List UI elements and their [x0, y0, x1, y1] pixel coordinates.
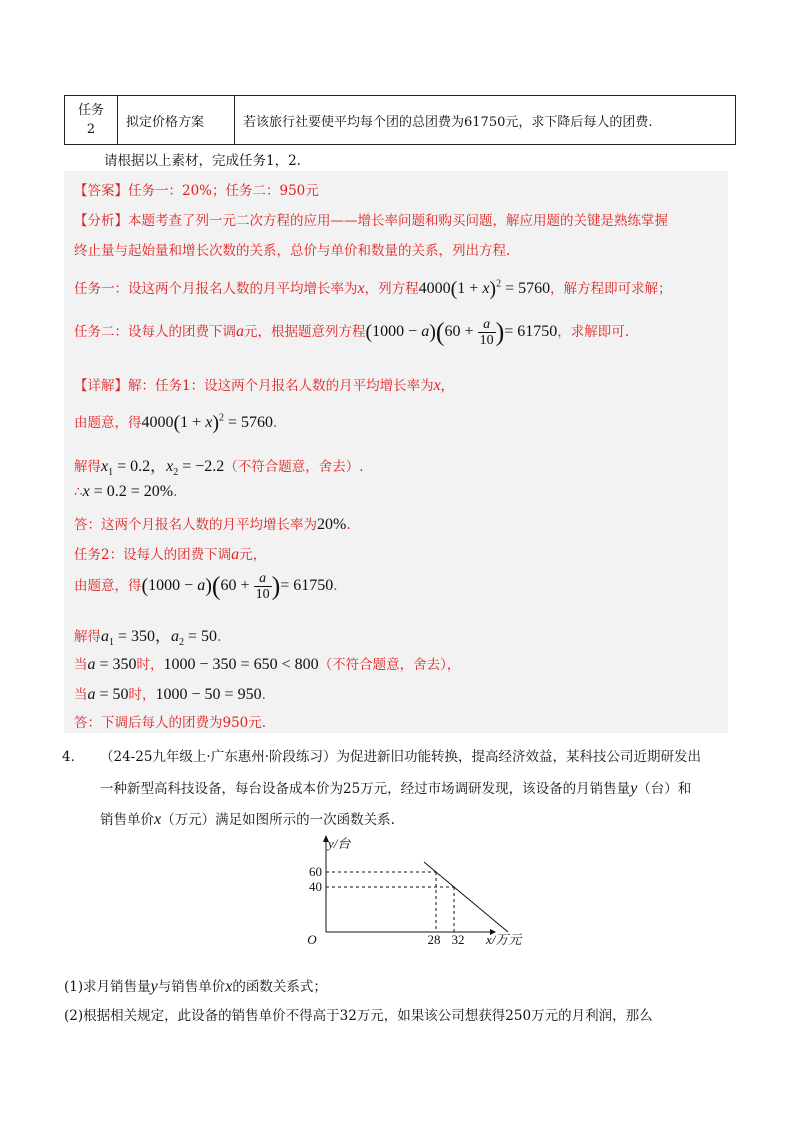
task1-text-c: ，解方程即可求解；: [550, 281, 672, 297]
solve1-note: （不符合题意，舍去）.: [224, 459, 364, 475]
y-tick-label: 40: [309, 879, 322, 894]
when1-note: （不符合题意，舍去），: [318, 657, 461, 673]
task2-line-text: 任务2：设每人的团费下调: [74, 547, 232, 563]
solution-box: [64, 171, 728, 733]
problem-number: 4．: [62, 749, 85, 765]
problem-line-2: 一种新型高科技设备，每台设备成本价为25万元，经过市场调研发现，该设备的月销售量y（台）和: [100, 780, 692, 797]
therefore-symbol: ∴: [74, 484, 83, 500]
task-table: [64, 95, 736, 145]
by-meaning-1: 由题意，得: [74, 415, 142, 431]
solve1-roots: $x_1 = 0.2$，$x_2 = -2.2$: [101, 458, 225, 479]
task-row: [65, 96, 736, 145]
task-label-line2: 2: [86, 122, 96, 137]
task2-unit: 元，: [239, 547, 267, 563]
var-x: x: [357, 280, 365, 297]
solve2-prefix: 解得: [74, 629, 101, 645]
when2-line: 当a = 50时，1000 − 50 = 950.: [74, 686, 266, 703]
analysis-tag: 【分析】: [74, 213, 128, 229]
var-x-2: x,: [433, 377, 445, 394]
by-meaning-line-2: 由题意，得(1000 − a)(60 + $\frac{a}{10}$ )= 61750.: [74, 571, 338, 602]
question-2: (2)根据相关规定，此设备的销售单价不得高于32万元，如果该公司想获得250万元的月利润，那么: [64, 1008, 653, 1024]
answer-line: [74, 179, 319, 199]
solve1-prefix: 解得: [74, 459, 101, 475]
equation-3: $4000(1 + x)^2 = 5760$: [141, 411, 274, 434]
task2-method-line: [74, 317, 629, 348]
x-tick-label: 28: [427, 932, 441, 947]
analysis-line-2: 终止量与起始量和增长次数的关系，总价与单价和数量的关系，列出方程.: [74, 243, 511, 259]
task-label-line1: 任务: [77, 103, 104, 118]
task-label: [65, 96, 118, 145]
x-axis-label: x/万元: [486, 932, 522, 947]
answer1-line: 答：这两个月报名人数的月平均增长率为20%.: [74, 516, 351, 533]
when2-mid: 时，: [128, 687, 156, 703]
task1-text-a: 任务一：设这两个月报名人数的月平均增长率为: [74, 281, 358, 297]
function-graph: [290, 832, 550, 952]
intro-text: 请根据以上素材，完成任务1，2.: [104, 153, 301, 169]
detail-tag: 【详解】: [74, 378, 128, 394]
solve1-line: [74, 453, 364, 478]
function-line: [424, 862, 508, 932]
analysis-text-1: 本题考查了列一元二次方程的应用——增长率问题和购买问题，解应用题的关键是熟练掌握: [128, 213, 668, 229]
when1-mid: 时，: [136, 657, 164, 673]
answer-text: 任务一：20%；任务二：950元: [128, 183, 319, 199]
x-tick-label: 32: [451, 932, 465, 947]
when1-prefix: 当: [74, 657, 88, 673]
detail-line: [74, 374, 445, 395]
task-content: 若该旅行社要使平均每个团的总团费为61750元，求下降后每人的团费.: [235, 96, 736, 145]
task1-method-line: [74, 277, 672, 301]
answer2-line: 答：下调后每人的团费为950元.: [74, 715, 267, 731]
question-1: (1)求月销售量y与销售单价x的函数关系式；: [64, 978, 327, 995]
when1-line: 当a = 350时，1000 − 350 = 650 < 800（不符合题意，舍去），: [74, 656, 461, 673]
analysis-line-1: [74, 209, 668, 229]
y-axis-label: y/台: [328, 836, 351, 851]
equation-2: (1000 − a)(60 + $\frac{a}{10}$ )= 61750: [365, 317, 558, 348]
solve2-roots: $a_1 = 350$，$a_2 = 50$: [101, 628, 218, 649]
task2-text-b: 元，根据题意列方程: [244, 324, 366, 341]
y-tick-label: 60: [309, 864, 322, 879]
equation-4: (1000 − a)(60 + $\frac{a}{10}$ )= 61750: [141, 571, 334, 602]
therefore1-line: ∴x = 0.2 = 20%.: [74, 483, 178, 500]
answer1-text: 答：这两个月报名人数的月平均增长率为: [74, 517, 317, 533]
origin-label: O: [307, 932, 317, 947]
solve2-line: 解得$a_1 = 350$，$a_2 = 50$.: [74, 628, 222, 649]
problem-line-3: 销售单价x（万元）满足如图所示的一次函数关系.: [100, 811, 395, 828]
by-meaning-2: 由题意，得: [74, 578, 142, 595]
answer-tag: 【答案】: [74, 183, 128, 199]
equation-1: $4000(1 + x)^2 = 5760$: [418, 277, 551, 300]
therefore1-expr: x = 0.2 = 20%: [82, 483, 174, 500]
detail-text: 解：任务1：设这两个月报名人数的月平均增长率为: [128, 378, 434, 394]
task2-text-a: 任务二：设每人的团费下调: [74, 324, 236, 341]
problem-line-1: （24-25九年级上·广东惠州·阶段练习）为促进新旧功能转换，提高经济效益，某科技公司近期研发出: [100, 749, 701, 765]
task1-text-b: ，列方程: [364, 281, 419, 297]
var-a: a: [236, 323, 244, 341]
task-name: 拟定价格方案: [118, 96, 235, 145]
by-meaning-line-1: 由题意，得$4000(1 + x)^2 = 5760$.: [74, 411, 278, 434]
task2-line: 任务2：设每人的团费下调a元，: [74, 546, 267, 563]
when2-prefix: 当: [74, 687, 88, 703]
task2-text-c: ，求解即可.: [557, 324, 630, 341]
